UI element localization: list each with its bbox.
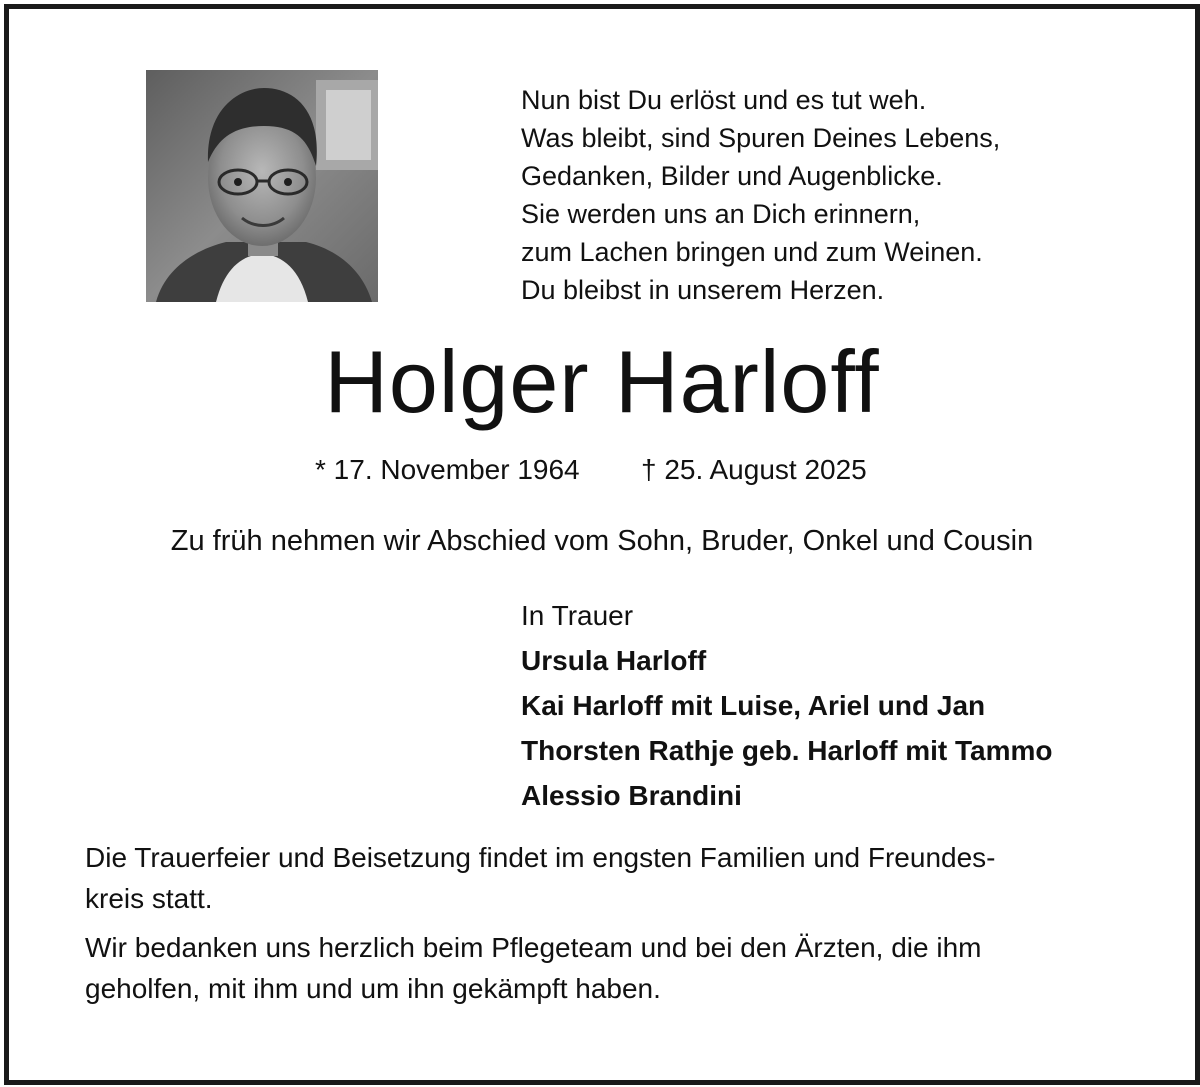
funeral-notice xyxy=(85,837,1145,919)
death-date: † 25. August 2025 xyxy=(641,454,867,485)
poem-line: zum Lachen bringen und zum Weinen. xyxy=(521,237,983,267)
poem-line: Nun bist Du erlöst und es tut weh. xyxy=(521,85,927,115)
birth-date: * 17. November 1964 xyxy=(315,454,580,485)
mourner-name: Thorsten Rathje geb. Harloff mit Tammo xyxy=(521,735,1053,766)
poem-line: Gedanken, Bilder und Augenblicke. xyxy=(521,161,943,191)
portrait-photo-icon xyxy=(146,70,378,302)
deceased-name: Holger Harloff xyxy=(324,332,880,431)
portrait-photo xyxy=(146,70,378,302)
mourner-name: Alessio Brandini xyxy=(521,780,742,811)
funeral-notice-line: Die Trauerfeier und Beisetzung findet im engsten Familien und Freundes- xyxy=(85,842,996,873)
mourners-intro: In Trauer xyxy=(521,600,634,631)
mourner-name: Kai Harloff mit Luise, Ariel und Jan xyxy=(521,690,986,721)
thanks-notice-line: geholfen, mit ihm und um ihn gekämpft haben. xyxy=(85,973,661,1004)
notice-text xyxy=(85,837,1145,1017)
mourner-name: Ursula Harloff xyxy=(521,645,707,676)
poem-line: Sie werden uns an Dich erinnern, xyxy=(521,199,921,229)
poem-line: Du bleibst in unserem Herzen. xyxy=(521,275,885,305)
funeral-notice-line: kreis statt. xyxy=(85,883,213,914)
poem xyxy=(521,81,1161,309)
thanks-notice xyxy=(85,927,1145,1009)
farewell-line: Zu früh nehmen wir Abschied vom Sohn, Bruder, Onkel und Cousin xyxy=(170,525,1034,557)
obituary-notice xyxy=(4,4,1200,1085)
poem-line: Was bleibt, sind Spuren Deines Lebens, xyxy=(521,123,1001,153)
mourners-block xyxy=(521,593,1171,818)
thanks-notice-line: Wir bedanken uns herzlich beim Pflegeteam und bei den Ärzten, die ihm xyxy=(85,932,982,963)
